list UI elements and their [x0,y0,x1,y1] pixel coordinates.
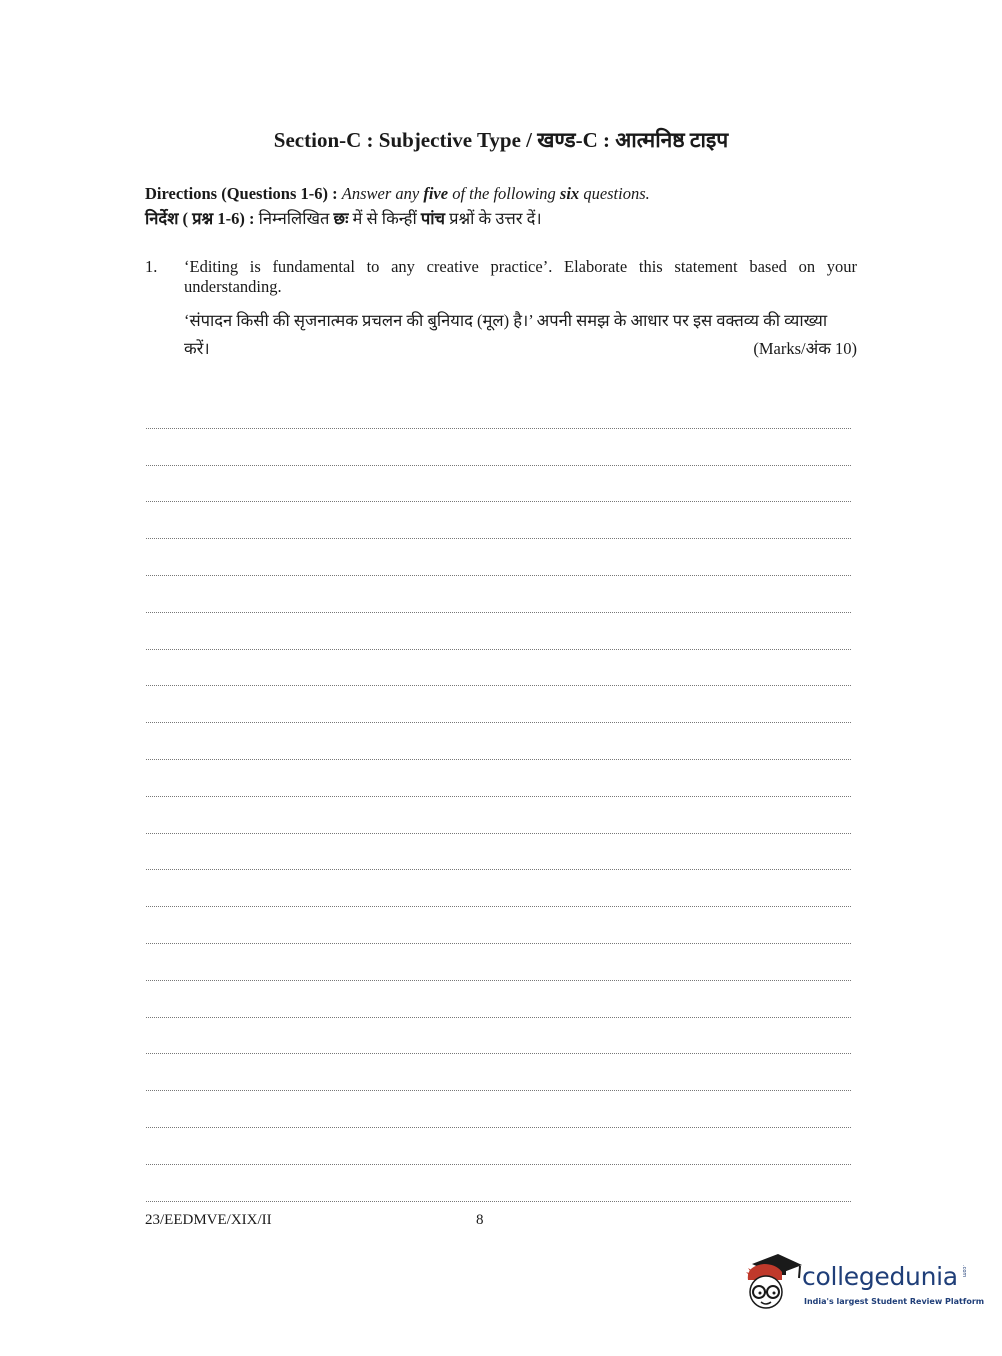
answer-line[interactable] [146,539,851,576]
paper-code: 23/EEDMVE/XIX/II [145,1212,272,1228]
question-marks: (Marks/अंक 10) [753,339,857,358]
directions-hi-text-1: निम्नलिखित [258,209,330,228]
answer-line[interactable] [146,723,851,760]
question-1 [145,257,857,363]
answer-line[interactable] [146,613,851,650]
directions-text-1: Answer any [341,184,420,203]
answer-area[interactable] [146,392,851,1202]
directions-hi-bold-1: छः [333,209,349,228]
answer-line[interactable] [146,944,851,981]
answer-line[interactable] [146,466,851,503]
directions-bold-six: six [559,184,580,203]
answer-line[interactable] [146,1165,851,1202]
answer-line[interactable] [146,429,851,466]
directions-label: Directions (Questions 1-6) : [145,184,338,203]
directions-hi-bold-2: पांच [420,209,445,228]
answer-line[interactable] [146,1018,851,1055]
answer-line[interactable] [146,797,851,834]
section-title: Section-C : Subjective Type / खण्ड-C : आत्मनिष्ठ टाइप [273,128,729,152]
page-number: 8 [476,1212,484,1228]
answer-line[interactable] [146,686,851,723]
answer-line[interactable] [146,1091,851,1128]
answer-line[interactable] [146,834,851,871]
directions-english [145,181,857,206]
answer-line[interactable] [146,1054,851,1091]
directions-hi-text-3: प्रश्नों के उत्तर दें। [449,209,542,228]
question-text-hindi-tail: करें। [184,339,210,358]
answer-line[interactable] [146,870,851,907]
answer-line[interactable] [146,392,851,429]
directions-bold-five: five [423,184,449,203]
logo-tagline: India's largest Student Review Platform [804,1297,985,1306]
question-body [184,257,857,363]
answer-line[interactable] [146,576,851,613]
mascot-icon [742,1250,802,1312]
logo-dotcom: .com [961,1265,967,1278]
directions-text-2: of the following [452,184,556,203]
directions-hi-text-2: में से किन्हीं [352,209,417,228]
answer-line[interactable] [146,760,851,797]
directions-hi-label: निर्देश ( प्रश्न 1-6) : [145,209,255,228]
question-text-english: ‘Editing is fundamental to any creative practice’. Elaborate this statement based on your understanding. [184,257,857,296]
directions-hindi [145,206,857,231]
answer-line[interactable] [146,907,851,944]
directions [145,181,857,231]
question-number: 1. [145,257,158,276]
answer-line[interactable] [146,650,851,687]
question-text-hindi-end [184,335,857,363]
logo-wordmark: collegedunia [802,1262,958,1291]
question-text-hindi: ‘संपादन किसी की सृजनात्मक प्रचलन की बुनियाद (मूल) है।’ अपनी समझ के आधार पर इस वक्तव्य की व्याख्या [184,311,828,330]
collegedunia-logo [742,1250,985,1314]
answer-line[interactable] [146,502,851,539]
directions-text-3: questions. [583,184,650,203]
answer-line[interactable] [146,1128,851,1165]
answer-line[interactable] [146,981,851,1018]
